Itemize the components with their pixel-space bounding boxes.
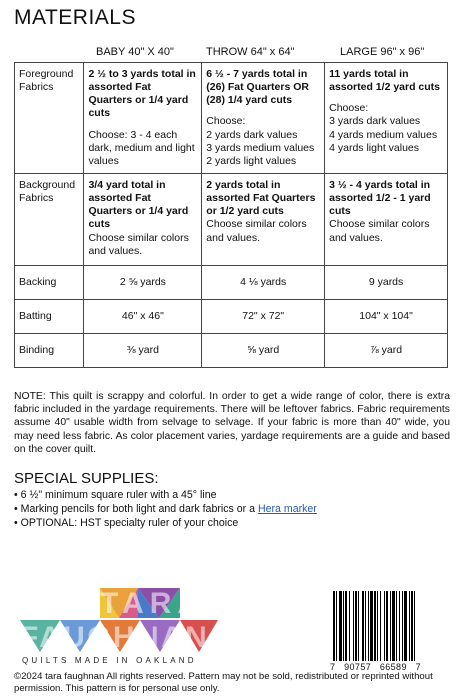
row-label-text: Fabrics bbox=[19, 81, 54, 94]
column-headers bbox=[0, 46, 464, 62]
cell-foreground-throw bbox=[202, 63, 325, 174]
row-label-text: Foreground bbox=[19, 68, 74, 80]
cell-foreground-baby bbox=[84, 63, 202, 174]
hera-marker-link[interactable]: Hera marker bbox=[257, 502, 317, 515]
list-item bbox=[14, 503, 317, 517]
row-label-text: Background bbox=[19, 179, 76, 191]
barcode-left-digits: 90757 bbox=[344, 662, 372, 672]
list-item: • OPTIONAL: HST specialty ruler of your choice bbox=[14, 517, 317, 531]
special-supplies-title: SPECIAL SUPPLIES: bbox=[14, 470, 159, 487]
logo-line1: TARA bbox=[100, 587, 206, 620]
cell-batting-baby: 46" x 46" bbox=[84, 300, 202, 334]
cell-backing-baby: 2 ⅝ yards bbox=[84, 266, 202, 300]
table-row-binding bbox=[15, 334, 448, 368]
row-label-backing: Backing bbox=[15, 266, 84, 300]
cell-binding-baby: ⅜ yard bbox=[84, 334, 202, 368]
cell-batting-large: 104" x 104" bbox=[325, 300, 448, 334]
cell-binding-large: ⅞ yard bbox=[325, 334, 448, 368]
cell-foreground-large bbox=[325, 63, 448, 174]
row-label-binding: Binding bbox=[15, 334, 84, 368]
barcode-icon bbox=[333, 591, 445, 661]
copyright-notice: ©2024 tara faughnan All rights reserved. Pattern may not be sold, redistributed or reprinted without permission. This pattern is for personal use only. bbox=[14, 671, 433, 695]
cell-text: 2 yards dark values bbox=[206, 128, 298, 141]
cell-text: 3 yards dark values bbox=[329, 115, 421, 128]
cell-bold-text: 3 ½ - 4 yards total in assorted 1/2 - 1 yard cuts bbox=[329, 179, 431, 218]
row-label-batting: Batting bbox=[15, 300, 84, 334]
cell-text: Choose: bbox=[329, 102, 369, 115]
cell-binding-throw: ⅝ yard bbox=[202, 334, 325, 368]
row-label-foreground bbox=[15, 63, 84, 174]
page-title: MATERIALS bbox=[14, 6, 136, 29]
cell-background-baby bbox=[84, 174, 202, 266]
column-header-large: LARGE 96" x 96" bbox=[340, 46, 425, 58]
logo-tagline: QUILTS MADE IN OAKLAND bbox=[22, 656, 197, 665]
cell-text: Choose similar colors and values. bbox=[206, 218, 307, 244]
table-row-backing bbox=[15, 266, 448, 300]
cell-text: Choose: bbox=[206, 115, 246, 128]
cell-text: Choose similar colors and values. bbox=[88, 231, 189, 257]
cell-bold-text: 2 ½ to 3 yards total in assorted Fat Quarters or 1/4 yard cuts bbox=[88, 68, 196, 120]
cell-text: 3 yards medium values bbox=[206, 141, 315, 154]
cell-bold-text: 6 ½ - 7 yards total in (26) Fat Quarters OR (28) 1/4 yard cuts bbox=[206, 68, 309, 107]
barcode-right-digits: 66589 bbox=[379, 662, 407, 672]
cell-backing-throw: 4 ⅛ yards bbox=[202, 266, 325, 300]
special-supplies-list bbox=[14, 489, 317, 531]
cell-text: Choose: 3 - 4 each dark, medium and light values bbox=[88, 128, 195, 167]
table-row-batting bbox=[15, 300, 448, 334]
cell-text: 2 yards light values bbox=[206, 154, 297, 167]
materials-table bbox=[14, 62, 448, 368]
barcode-last-digit: 7 bbox=[415, 662, 421, 672]
cell-text: 4 yards light values bbox=[329, 141, 420, 154]
cell-backing-large: 9 yards bbox=[325, 266, 448, 300]
tara-faughnan-logo bbox=[20, 580, 220, 670]
barcode-first-digit: 7 bbox=[330, 662, 336, 672]
fabric-note: NOTE: This quilt is scrappy and colorful. In order to get a wide range of color, there is extra fabric included in the yardage requirements. There will be leftover fabrics. Fabric requirements assume 40" usable width from selvage to selvage. If your fabric is more than 40" wide, you may need less fabric. As color placement varies, yardage requirements are a guide and based on the cover quilt. bbox=[14, 391, 450, 455]
cell-text: 4 yards medium values bbox=[329, 128, 438, 141]
cell-background-throw bbox=[202, 174, 325, 266]
cell-text: Choose similar colors and values. bbox=[329, 218, 430, 244]
column-header-throw: THROW 64" x 64" bbox=[206, 46, 295, 58]
row-label-text: Fabrics bbox=[19, 192, 54, 205]
list-item-text: Marking pencils for both light and dark fabrics or a bbox=[20, 502, 258, 515]
table-row-foreground bbox=[15, 63, 448, 174]
cell-bold-text: 3/4 yard total in assorted Fat Quarters or 1/4 yard cuts bbox=[88, 179, 189, 231]
column-header-baby: BABY 40" X 40" bbox=[96, 46, 174, 58]
row-label-background bbox=[15, 174, 84, 266]
logo-line2: FAUGHNAN bbox=[20, 621, 210, 654]
table-row-background bbox=[15, 174, 448, 266]
cell-background-large bbox=[325, 174, 448, 266]
list-item: • 6 ½" minimum square ruler with a 45° line bbox=[14, 489, 317, 503]
cell-bold-text: 2 yards total in assorted Fat Quarters or 1/2 yard cuts bbox=[206, 179, 316, 218]
cell-bold-text: 11 yards total in assorted 1/2 yard cuts bbox=[329, 68, 441, 94]
cell-batting-throw: 72" x 72" bbox=[202, 300, 325, 334]
